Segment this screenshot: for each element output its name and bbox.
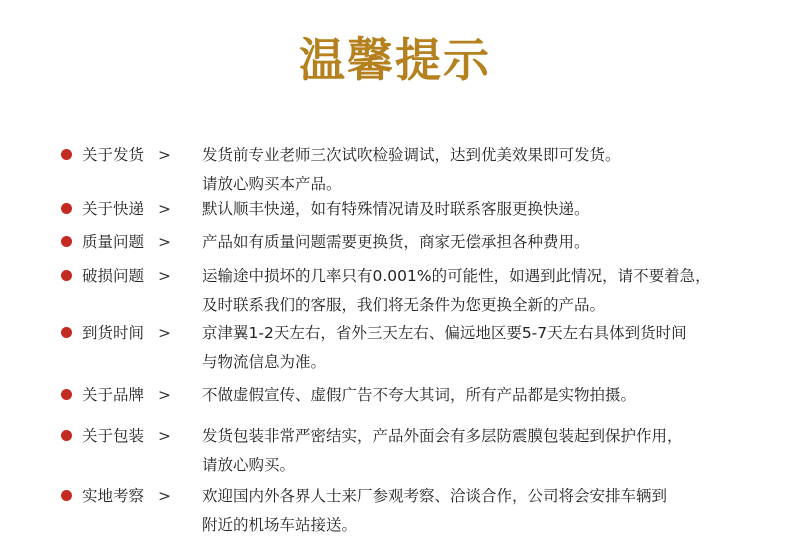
item-description	[202, 482, 762, 540]
description-line: 不做虚假宣传、虚假广告不夸大其词，所有产品都是实物拍摄。	[202, 386, 637, 404]
description-line: 欢迎国内外各界人士来厂参观考察、洽谈合作，公司将会安排车辆到	[202, 487, 668, 505]
item-description	[202, 262, 762, 320]
chevron-right-icon: >	[158, 487, 171, 505]
item-description	[202, 195, 762, 224]
chevron-right-icon: >	[158, 386, 171, 404]
chevron-right-icon: >	[158, 233, 171, 251]
item-label: 到货时间	[82, 324, 145, 342]
item-label: 关于发货	[82, 146, 145, 164]
description-line: 及时联系我们的客服，我们将无条件为您更换全新的产品。	[202, 296, 606, 314]
chevron-right-icon: >	[158, 200, 171, 218]
bullet-dot-icon	[61, 327, 72, 338]
item-label: 破损问题	[82, 267, 145, 285]
item-label: 质量问题	[82, 233, 145, 251]
chevron-right-icon: >	[158, 267, 171, 285]
item-description	[202, 381, 762, 410]
description-line: 默认顺丰快递，如有特殊情况请及时联系客服更换快递。	[202, 200, 590, 218]
description-line: 发货前专业老师三次试吹检验调试，达到优美效果即可发货。	[202, 146, 621, 164]
bullet-dot-icon	[61, 430, 72, 441]
bullet-dot-icon	[61, 203, 72, 214]
item-label: 关于快递	[82, 200, 145, 218]
description-line: 产品如有质量问题需要更换货，商家无偿承担各种费用。	[202, 233, 590, 251]
bullet-dot-icon	[61, 236, 72, 247]
item-label: 实地考察	[82, 487, 145, 505]
bullet-dot-icon	[61, 490, 72, 501]
chevron-right-icon: >	[158, 427, 171, 445]
item-description	[202, 422, 762, 480]
bullet-dot-icon	[61, 270, 72, 281]
description-line: 京津翼1-2天左右，省外三天左右、偏远地区要5-7天左右具体到货时间	[202, 324, 687, 342]
chevron-right-icon: >	[158, 324, 171, 342]
bullet-dot-icon	[61, 389, 72, 400]
bullet-dot-icon	[61, 149, 72, 160]
page-title: 温馨提示	[299, 33, 491, 87]
description-line: 运输途中损坏的几率只有0.001%的可能性，如遇到此情况，请不要着急，	[202, 267, 711, 285]
description-line: 发货包装非常严密结实，产品外面会有多层防震膜包装起到保护作用，	[202, 427, 683, 445]
chevron-right-icon: >	[158, 146, 171, 164]
description-line: 请放心购买本产品。	[202, 175, 342, 193]
description-line: 与物流信息为准。	[202, 353, 327, 371]
item-description	[202, 319, 762, 377]
description-line: 附近的机场车站接送。	[202, 516, 358, 534]
item-description	[202, 141, 762, 199]
description-line: 请放心购买。	[202, 456, 296, 474]
item-description	[202, 228, 762, 257]
item-label: 关于品牌	[82, 386, 145, 404]
item-label: 关于包装	[82, 427, 145, 445]
